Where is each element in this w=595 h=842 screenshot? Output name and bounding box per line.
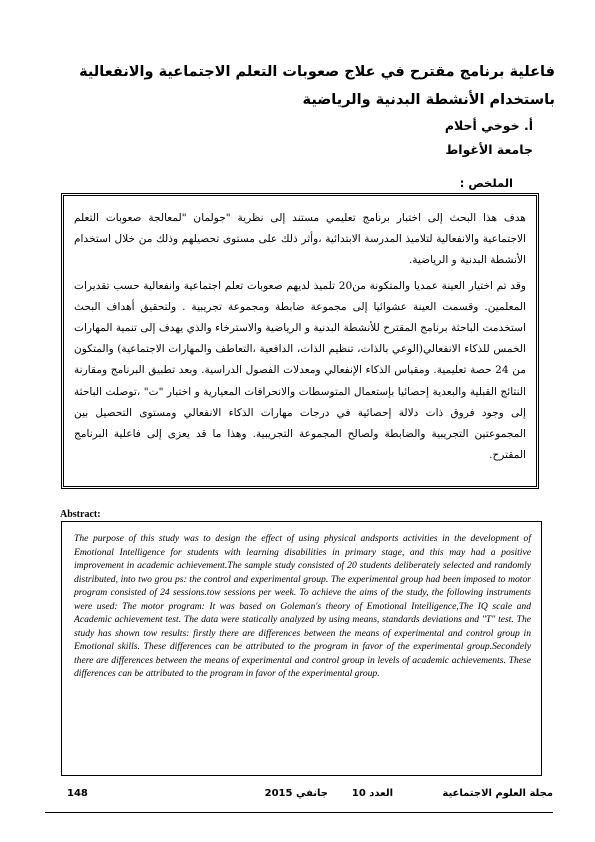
issue-date: جانفي 2015 <box>264 788 328 799</box>
paper-title: فاعلية برنامج مقترح في علاج صعوبات التعلم الاجتماعية والانفعالية باستخدام الأنشطة البدنية والرياضية <box>79 64 555 108</box>
english-abstract-label: Abstract: <box>60 509 101 520</box>
arabic-abstract-paragraph: وقد تم اختيار العينة عمديا والمتكونة من20 تلميذ لديهم صعوبات تعلم اجتماعية وانفعالية حسب تقديرات المعلمين. وقسمت العينة عشوائيا إلى مجموعة ضابطة ومجموعة تجريبية . ولتحقيق أهداف البحث استخدمت الباحثة برنامج المقترح للأنشطة البدنية و الرياضية والاسترخاء والذي يهدف إلى تنمية المهارات الخمس للذكاء الانفعالي(الوعي بالذات، تنظيم الذات، الدافعية ،التعاطف والمهارات الاجتماعية) والمتكون من 24 حصة تعليمية. ومقياس الذكاء الإنفعالي ومعدلات الفصول الدراسية. وبعد تطبيق البرنامج ومقارنة النتائج القبلية والبعدية إحصائيا بإستعمال المتوسطات والانحرافات المعيارية و اختبار "ت" ،توصلت الباحثة إلى وجود فروق ذات دلالة إحصائية في درجات مهارات الذكاء الانفعالي ومستوى التحصيل بين المجموعتين التجريبية والضابطة ولصالح المجموعة التجريبية. وهذا ما قد يعزى إلى فاعلية البرنامج المقترح. <box>74 279 526 462</box>
journal-name: مجلة العلوم الاجتماعية <box>442 788 553 799</box>
arabic-abstract-label: الملخص : <box>459 176 513 190</box>
page-number: 148 <box>67 788 88 799</box>
arabic-abstract-paragraph: هدف هذا البحث إلى اختبار برنامج تعليمي مستند إلى نظرية "جولمان "لمعالجة صعوبات التعلم الاجتماعية والانفعالية لتلاميذ المدرسة الابتدائية ،وأثر ذلك على مستوى تحصيلهم وذلك من خلال استخدام الأنشطة البدنية و الرياضية. <box>74 212 526 267</box>
page-footer <box>45 788 553 813</box>
issue-number: العدد 10 <box>351 788 393 799</box>
english-abstract-text: The purpose of this study was to design the effect of using physical andsports activities in the development of Emotional Intelligence for students with learning disabilities in primary stage, and this may had a positive improvement in academic achievement.The sample study consisted of 20 students deliberately selected and randomly distributed, into two grou ps: the control and experimental group. The experimental group had been imposed to motor program consisted of 24 sessions.tow sessions per week. To achieve the aims of the study, the following instruments were used: The motor program: It was based on Goleman's theory of Emotional Intelligence,The IQ scale and Academic achievement test. The data were statically analyzed by using means, standards deviations and "T" test. The study has shown tow results: firstly there are differences between the means of experimental and control group in Emotional skills. These differences can be attributed to the program in favor of the experimental group.Secondely there are differences between the means of experimental and control group in levels of academic achievements. These differences can be attributed to the program in favor of the experimental group. <box>74 533 531 679</box>
author-name: أ. خوخي أحلام <box>444 118 533 133</box>
author-affiliation: جامعة الأغواط <box>445 142 533 157</box>
english-abstract-box <box>61 521 542 776</box>
arabic-abstract-box <box>61 193 539 489</box>
